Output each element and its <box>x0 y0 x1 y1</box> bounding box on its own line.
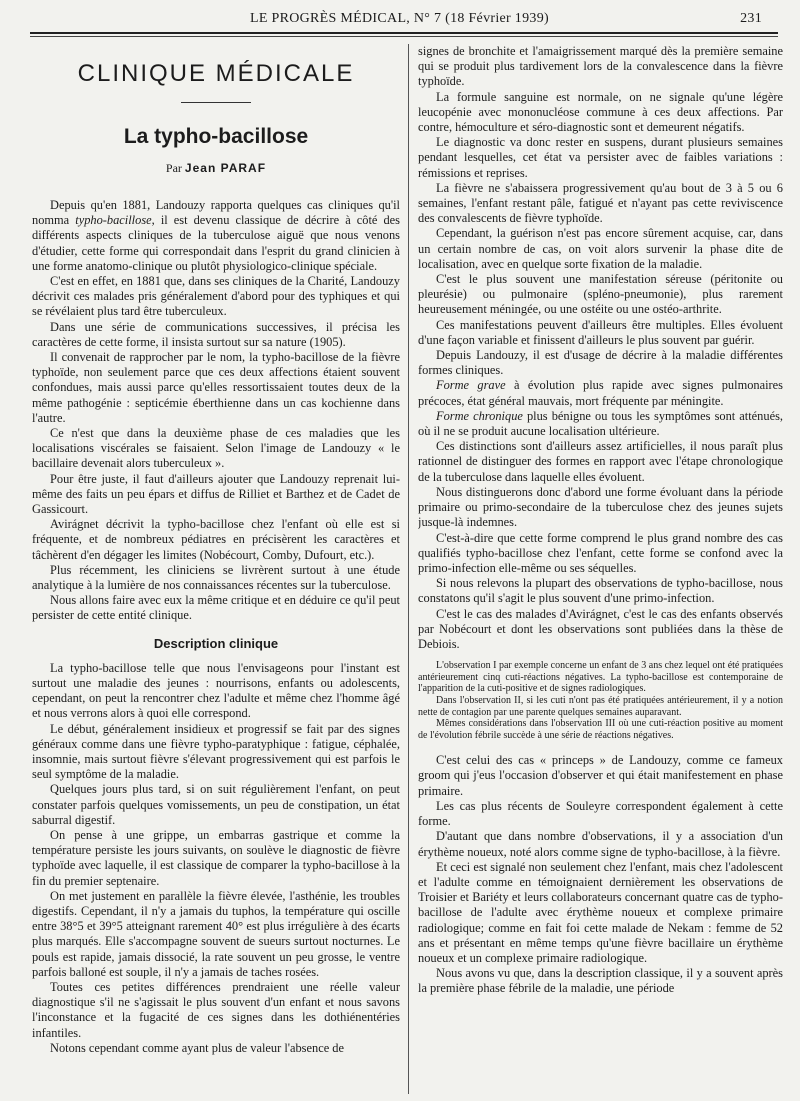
term-emphasis: Forme grave <box>436 378 506 393</box>
paragraph: Ce n'est que dans la deuxième phase de ces maladies que les localisations viscérales se faisaient. Selon l'image de Landouzy « le bacillaire devenait alors tuberculeux ». <box>32 426 400 471</box>
paragraph: Quelques jours plus tard, si on suit régulièrement l'enfant, on peut constater parfois quelques vomissements, un peu de constipation, un état saburral digestif. <box>32 782 400 827</box>
paragraph: Plus récemment, les cliniciens se livrèrent surtout à une étude analytique à la lumière de nos connaissances récentes sur la tuberculose. <box>32 562 400 593</box>
paragraph: Cependant, la guérison n'est pas encore sûrement acquise, car, dans un certain nombre de cas, on voit alors survenir la phase dite de localisation, avec en quelque sorte fixation de la maladie. <box>418 226 783 271</box>
paragraph: C'est celui des cas « princeps » de Landouzy, comme ce fameux groom qui j'eus l'occasion d'observer et qui était manifestement en phase primaire. <box>418 753 783 798</box>
note-paragraph: Dans l'observation II, si les cuti n'ont pas été pratiquées antérieurement, il y a notion nette de contagion par une parente quelques semaines auparavant. <box>418 694 783 718</box>
paragraph: Le début, généralement insidieux et progressif se fait par des signes généraux comme dans une fièvre typho-paratyphique : fatigue, céphalée, insomnie, mais surtout fièvre s'élevant progressivement qui est parfois le seul symptôme de la maladie. <box>32 721 400 782</box>
paragraph: La typho-bacillose telle que nous l'envisageons pour l'instant est surtout une maladie des jeunes : nourrisons, enfants ou adolescents, cependant, on peut la rencontrer chez l'adulte et même chez l'homme âgé et nous verrons alors à quoi elle correspond. <box>32 660 400 721</box>
article-title: La typho-bacillose <box>123 125 309 148</box>
paragraph: Ces manifestations peuvent d'ailleurs être multiples. Elles évoluent d'une façon variable et finissent d'ailleurs le plus souvent par guérir. <box>418 317 783 347</box>
paragraph: Il convenait de rapprocher par le nom, la typho-bacillose de la fièvre typhoïde, non seulement parce que ces deux affections étaient souvent confondues, mais aussi parce qu'elles ressortissaient toutes deux de la même pathogénie : septicémie éberthienne dans un cas kochienne dans l'autre. <box>32 350 400 425</box>
paragraph <box>418 409 783 439</box>
running-header <box>30 9 770 31</box>
page-number: 231 <box>740 11 762 26</box>
paragraph: Et ceci est signalé non seulement chez l'enfant, mais chez l'adolescent et l'adulte comme en témoignaient dernièrement les observations de Troisier et Bariéty et leurs collaborateurs concernant quatre cas de typho-bacillose de l'adulte avec érythème noueux et complexe primaire radiologique; comme en fait foi cette malade de Nekam : femme de 52 ans et présentant en même temps qu'une fièvre bacillaire un érythème noueux et un complexe primaire radiologique. <box>418 859 783 965</box>
paragraph: Les cas plus récents de Souleyre correspondent également à cette forme. <box>418 798 783 829</box>
text-run: plus bénigne ou tous les symptômes sont atténués, où il ne se produit aucune localisation ultérieure. <box>418 408 783 439</box>
text-run: Depuis qu'en 1881, Landouzy rapporta quelques cas cliniques qu'il nomma <box>32 198 400 228</box>
text-run: à évolution plus rapide avec signes pulmonaires précoces, état général mauvais, mort fréquente par méningite. <box>418 378 783 408</box>
author-name: Jean PARAF <box>184 161 267 175</box>
byline-prefix: Par <box>165 161 182 175</box>
paragraph: C'est le plus souvent une manifestation séreuse (péritonite ou pleurésie) ou pulmonaire (spléno-pneumonie), plus rarement heureusement méningée, ou une ostéite ou une ostéo-arthrite. <box>418 272 783 317</box>
paragraph: Notons cependant comme ayant plus de valeur l'absence de <box>50 1040 344 1055</box>
paragraph: Si nous relevons la plupart des observations de typho-bacillose, nous constatons qu'il s'agit le plus souvent d'une primo-infection. <box>418 576 783 606</box>
paragraph: Depuis Landouzy, il est d'usage de décrire à la maladie différentes formes cliniques. <box>418 348 783 378</box>
note-paragraph: L'observation I par exemple concerne un enfant de 3 ans chez lequel ont été pratiquées antérieurement cinq cuti-réactions négatives. La typho-bacillose est contemporaine de l'apparition de la cuti-positive et de signes radiologiques. <box>418 660 783 695</box>
paragraph: On pense à une grippe, un embarras gastrique et comme la température persiste les jours suivants, on soulève le diagnostic de fièvre typhoïde avec laquelle, il est classique de comparer la typho-bacillose à la fin du premier septenaire. <box>32 827 400 888</box>
right-column <box>418 44 783 1094</box>
paragraph: D'autant que dans nombre d'observations, il y a association d'un érythème noueux, noté alors comme signe de typho-bacillose, à la fièvre. <box>418 829 783 859</box>
term-emphasis: Forme chronique <box>436 408 523 423</box>
note-paragraph: Mêmes considérations dans l'observation III où une cuti-réaction positive au moment de l'évolution fébrile succède à une série de réactions négatives. <box>418 718 783 741</box>
section-divider <box>181 102 251 103</box>
paragraph: Le diagnostic va donc rester en suspens, durant plusieurs semaines pendant lesquelles, cet état va persister avec de faibles variations : rémissions et reprises. <box>418 135 783 180</box>
paragraph: signes de bronchite et l'amaigrissement marqué dès la première semaine qui se produit plus tardivement lors de la convalescence dans la fièvre typhoïde. <box>418 44 783 89</box>
paragraph: C'est en effet, en 1881 que, dans ses cliniques de la Charité, Landouzy décrivit ces malades pris généralement d'abord pour des typhiques et qui se révélaient plus tard être tuberculeux. <box>32 274 400 319</box>
paragraph: Nous allons faire avec eux la même critique et en déduire ce qu'il peut persister de cette entité clinique. <box>32 593 400 623</box>
text-run: , il est devenu classique de décrire à côté des différents aspects cliniques de la tuberculose aiguë que nous venons d'étudier, cette forme qui correspondait dans l'esprit du grand clinicien à une forme anatomo-clinique ou plutôt physiologico-clinique spéciale. <box>32 213 400 273</box>
paragraph: Nous distinguerons donc d'abord une forme évoluant dans la période primaire ou primo-secondaire de la tuberculose chez des jeunes sujets jusque-là indemnes. <box>418 484 783 530</box>
paragraph: On met justement en parallèle la fièvre élevée, l'asthénie, les troubles digestifs. Cependant, il n'y a jamais du tuphos, la température qui oscille entre 38°5 et 39°5 atteignant rarement 40° est plus irrégulière à des écarts plus marqués. Elle s'accompagne souvent de sueurs surtout nocturnes. Le pouls est rapide, jamais dissocié, la rate souvent un peu grosse, le ventre parfois balloné est souple, il n'y a jamais de taches rosées. <box>32 888 400 979</box>
journal-title: LE PROGRÈS MÉDICAL, N° 7 (18 Février 1939) <box>250 11 549 26</box>
paragraph: Dans une série de communications successives, il précisa les caractères de cette forme, il insista surtout sur sa nature (1905). <box>32 319 400 349</box>
paragraph: Toutes ces petites différences prendraient une réelle valeur diagnostique s'il ne s'agissait le plus souvent d'un enfant et nous savons l'inconstance et la fugacité de ces signes dans les dothiénentéries infantiles. <box>32 979 400 1040</box>
subheading: Description clinique <box>153 635 279 651</box>
term-emphasis: typho-bacillose <box>75 213 152 228</box>
paragraph: La formule sanguine est normale, on ne signale qu'une légère leucopénie avec mononucléose commune à ces deux affections. Par contre, hémoculture et séro-diagnostic sont et demeurent négatifs. <box>418 89 783 135</box>
paragraph: C'est le cas des malades d'Avirágnet, c'est le cas des enfants observés par Nobécourt et dont les observations sont publiées dans la thèse de Debiois. <box>418 606 783 651</box>
paragraph: La fièvre ne s'abaissera progressivement qu'au bout de 3 à 5 ou 6 semaines, l'enfant restant pâle, fatigué et n'ayant pas cette reviviscence des convalescents de fièvre typhoïde. <box>418 180 783 226</box>
paragraph <box>418 378 783 408</box>
header-rule-thin <box>30 36 778 37</box>
header-rule <box>30 32 778 34</box>
left-column <box>32 44 400 1094</box>
paragraph <box>32 198 400 274</box>
column-divider <box>408 44 409 1094</box>
paragraph: Avirágnet décrivit la typho-bacillose chez l'enfant où elle est si fréquente, et de nombreux pédiatres en précisèrent les caractères et tâchèrent d'en dégager les limites (Nobécourt, Comby, Dufourt, etc.). <box>32 517 400 562</box>
paragraph: C'est-à-dire que cette forme comprend le plus grand nombre des cas qualifiés typho-bacillose chez l'enfant, cette forme se confond avec la primo-infection elle-même ou ses séquelles. <box>418 530 783 575</box>
observation-notes <box>418 660 783 741</box>
byline <box>32 161 400 176</box>
paragraph: Nous avons vu que, dans la description classique, il y a souvent après la première phase fébrile de la maladie, une période <box>418 966 783 996</box>
paragraph: Pour être juste, il faut d'ailleurs ajouter que Landouzy reprenait lui-même des faits un peu épars et diffus de Rilliet et Barthez et de Cadet de Gassicourt. <box>32 471 400 517</box>
paragraph: Ces distinctions sont d'ailleurs assez artificielles, il nous paraît plus rationnel de distinguer des formes en rapport avec l'étape chronologique de la tuberculose dans laquelle elles évoluent. <box>418 439 783 484</box>
section-title: CLINIQUE MÉDICALE <box>77 60 355 87</box>
